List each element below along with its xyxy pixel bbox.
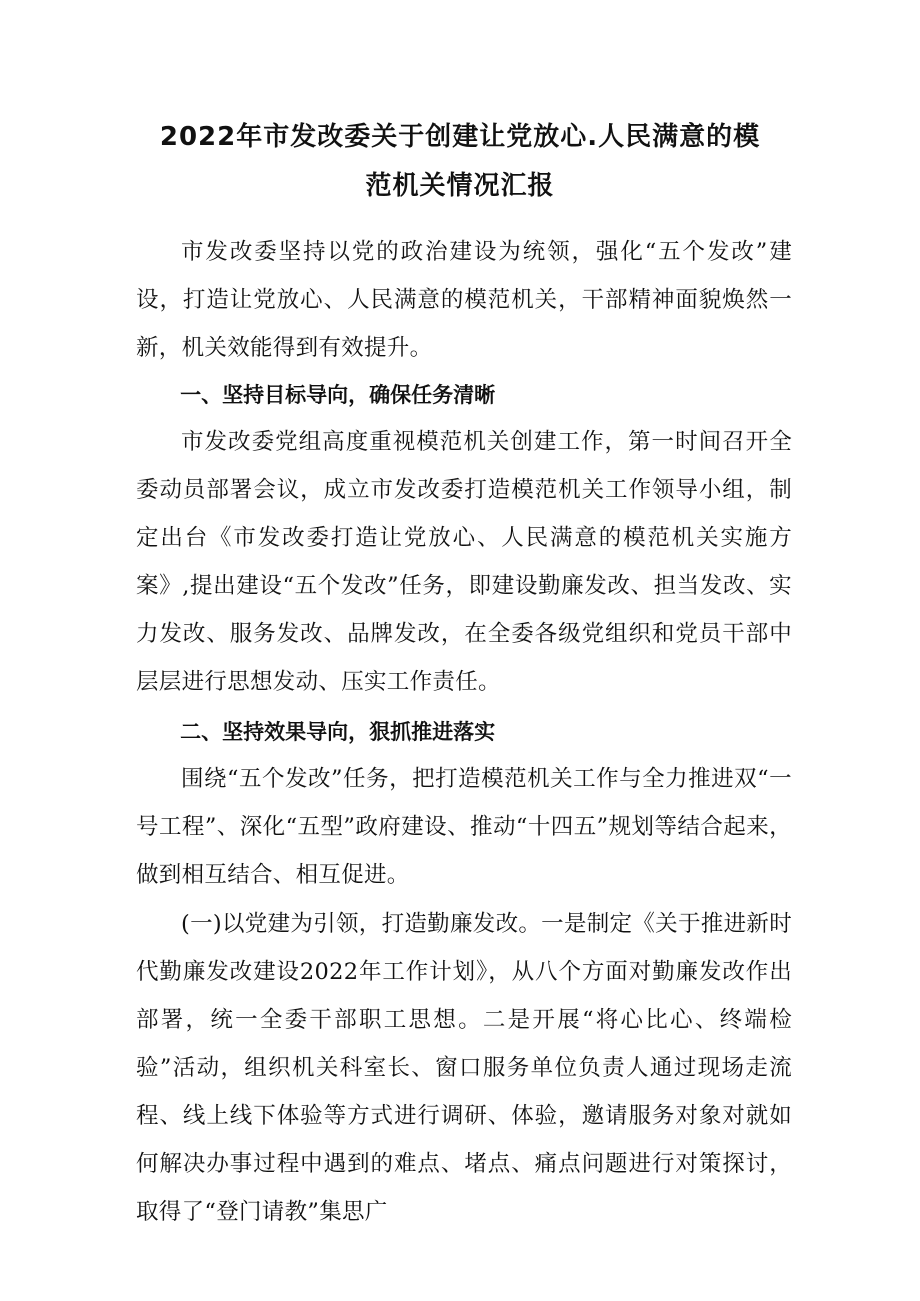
section-one-paragraph: 市发改委党组高度重视模范机关创建工作，第一时间召开全委动员部署会议，成立市发改委打造模范机关工作领导小组，制定出台《市发改委打造让党放心、人民满意的模范机关实施方案》,提出建设“五个发改”任务，即建设勤廉发改、担当发改、实力发改、服务发改、品牌发改，在全委各级党组织和党员干部中层层进行思想发动、压实工作责任。: [136, 429, 792, 695]
intro-paragraph: 市发改委坚持以党的政治建设为统领，强化“五个发改”建设，打造让党放心、人民满意的模范机关，干部精神面貌焕然一新，机关效能得到有效提升。: [136, 239, 792, 361]
document-title-line2: 范机关情况汇报: [365, 171, 555, 201]
section-two-heading: 二、坚持效果导向，狠抓推进落实: [180, 720, 496, 744]
section-two-paragraph: 围绕“五个发改”任务，把打造模范机关工作与全力推进双“一号工程”、深化“五型”政府建设、推动“十四五”规划等结合起来，做到相互结合、相互促进。: [136, 766, 792, 888]
document-title-line1: 2022年市发改委关于创建让党放心.人民满意的模: [159, 122, 761, 152]
section-two-subsection-one-paragraph: (一)以党建为引领，打造勤廉发改。一是制定《关于推进新时代勤廉发改建设2022年工作计划》，从八个方面对勤廉发改作出部署，统一全委干部职工思想。二是开展“将心比心、终端检验”活动，组织机关科室长、窗口服务单位负责人通过现场走流程、线上线下体验等方式进行调研、体验，邀请服务对象对就如何解决办事过程中遇到的难点、堵点、痛点问题进行对策探讨，取得了“登门请教”集思广: [136, 911, 792, 1225]
section-one-heading: 一、坚持目标导向，确保任务清晰: [180, 383, 496, 407]
